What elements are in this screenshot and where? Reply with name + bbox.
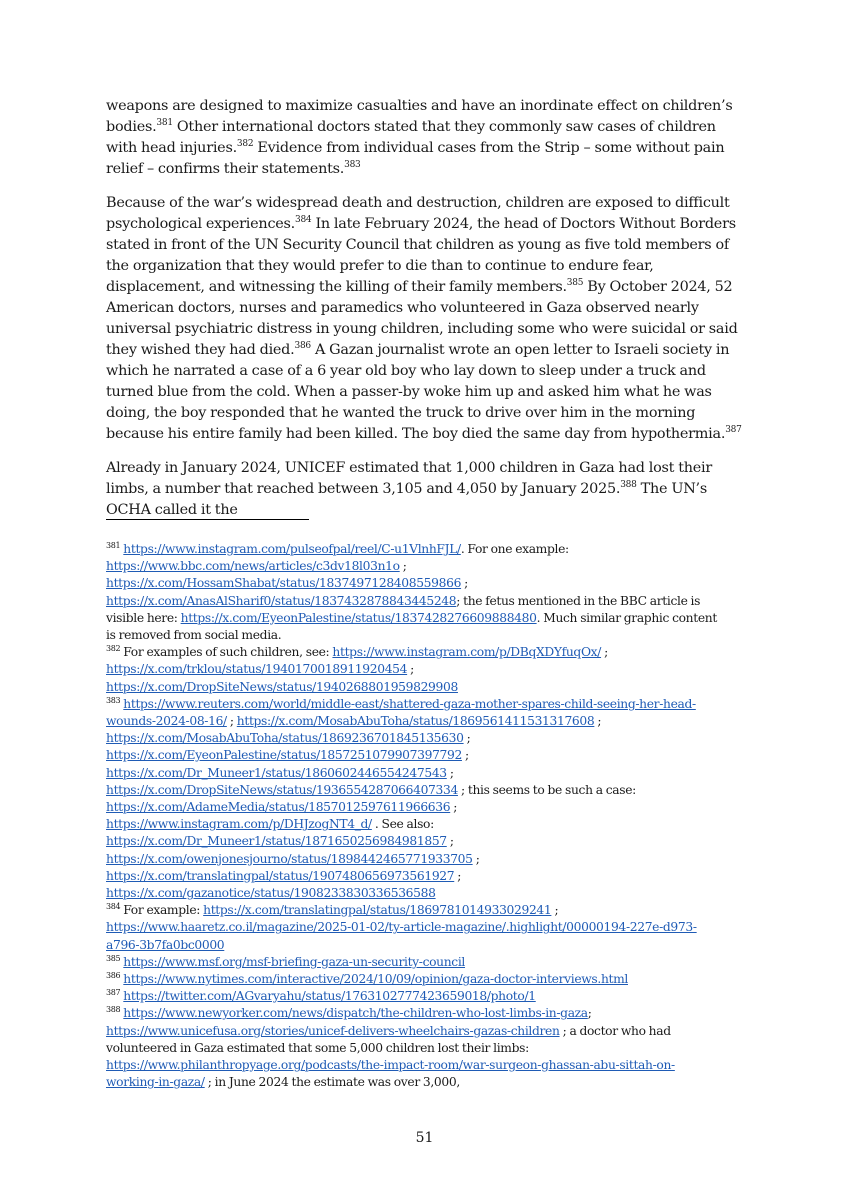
footnote-line — [106, 661, 746, 678]
footnote-marker: 383 — [106, 695, 121, 705]
footnote-line — [106, 1057, 746, 1074]
text-run: is removed from social media. — [106, 628, 282, 643]
reference-link[interactable]: https://www.instagram.com/pulseofpal/reel/C-u1VlnhFJL/ — [123, 542, 461, 556]
footnotes — [106, 541, 746, 1092]
footnote-line — [106, 919, 746, 936]
footnote-line — [106, 627, 746, 644]
reference-link[interactable]: https://www.reuters.com/world/middle-east/shattered-gaza-mother-spares-child-seeing-her-head- — [123, 696, 696, 711]
footnote-line — [106, 730, 746, 747]
reference-link[interactable]: https://www.nytimes.com/interactive/2024/10/09/opinion/gaza-doctor-interviews.html — [123, 972, 628, 987]
text-run: Already in January 2024, UNICEF estimated that 1,000 children in Gaza had lost their limbs, a number that reached between 3,105 and 4,050 by January 2025. — [106, 460, 713, 497]
reference-link[interactable]: wounds-2024-08-16/ — [106, 714, 227, 729]
reference-link[interactable]: https://www.newyorker.com/news/dispatch/the-children-who-lost-limbs-in-gaza — [123, 1006, 588, 1021]
footnote-line — [106, 799, 746, 816]
text-run: For examples of such children, see: — [120, 645, 333, 660]
paragraph — [106, 193, 746, 445]
paragraph — [106, 458, 746, 521]
text-run: ; — [461, 576, 468, 591]
footnote-line — [106, 868, 746, 885]
footnote-line — [106, 937, 746, 954]
reference-link[interactable]: https://x.com/MosabAbuToha/status/1869236701845135630 — [106, 731, 464, 746]
text-run: visible here: — [106, 610, 181, 625]
footnote-marker: 384 — [294, 215, 312, 226]
footnote-separator — [106, 519, 309, 520]
reference-link[interactable]: https://x.com/DropSiteNews/status/1936554287066407334 — [106, 782, 458, 797]
reference-link[interactable]: https://www.unicefusa.org/stories/unicef-delivers-wheelchairs-gazas-children — [106, 1023, 560, 1038]
reference-link[interactable]: https://www.philanthropyage.org/podcasts/the-impact-room/war-surgeon-ghassan-abu-sittah-on- — [106, 1058, 675, 1073]
footnote-line — [106, 593, 746, 610]
footnote-line — [106, 679, 746, 696]
footnote-marker: 388 — [620, 480, 637, 491]
footnote-line — [106, 885, 746, 902]
footnote-marker: 387 — [106, 988, 121, 998]
text-run: ; — [594, 714, 602, 729]
reference-link[interactable]: https://x.com/AdameMedia/status/1857012597611966636 — [106, 800, 451, 815]
text-run: ; — [446, 765, 454, 780]
footnote-line — [106, 644, 746, 661]
text-run: ; — [446, 834, 454, 849]
footnote-marker: 385 — [566, 278, 584, 289]
footnote-marker: 382 — [236, 139, 254, 150]
text-run: ; — [587, 1006, 592, 1021]
text-run: Because of the war’s widespread death and destruction, children are exposed to difficult psychological experiences. — [106, 195, 730, 232]
page-number: 51 — [415, 1130, 434, 1146]
footnote-marker: 383 — [344, 160, 361, 171]
footnote-line — [106, 558, 746, 575]
footnote-line — [106, 575, 746, 592]
reference-link[interactable]: https://x.com/Dr_Muneer1/status/1871650256984981857 — [106, 834, 447, 849]
text-run: volunteered in Gaza estimated that some 5,000 children lost their limbs: — [106, 1040, 529, 1055]
text-run: Other international doctors stated that they commonly saw cases of children with head injuries. — [106, 119, 716, 156]
footnote-line — [106, 1074, 746, 1091]
footnote-line — [106, 1005, 746, 1022]
footnote-line — [106, 696, 746, 713]
footnote-line — [106, 713, 746, 730]
footnote-line — [106, 1040, 746, 1057]
text-run: By October 2024, 52 American doctors, nurses and paramedics who volunteered in Gaza observed nearly universal psychiatric distress in young children, including some who were suicidal or said they wished they had died. — [106, 279, 738, 358]
reference-link[interactable]: working-in-gaza/ — [106, 1075, 205, 1090]
footnote-line — [106, 954, 746, 971]
text-run: ; — [226, 714, 237, 729]
footnote-line — [106, 851, 746, 868]
footnote-marker: 385 — [106, 953, 121, 963]
text-run: ; a doctor who had — [559, 1023, 671, 1038]
text-run: . For one example: — [460, 542, 569, 556]
footnote-marker: 388 — [106, 1005, 121, 1015]
footnote-marker: 382 — [106, 644, 121, 654]
footnote-marker: 386 — [294, 341, 311, 352]
reference-link[interactable]: https://x.com/owenjonesjourno/status/1898442465771933705 — [106, 851, 473, 866]
text-run: ; in June 2024 the estimate was over 3,000, — [204, 1075, 460, 1090]
text-run: ; — [399, 559, 407, 574]
footnote-line — [106, 816, 746, 833]
reference-link[interactable]: https://twitter.com/AGvaryahu/status/1763102777423659018/photo/1 — [123, 989, 536, 1004]
text-run: ; the fetus mentioned in the BBC article is — [456, 593, 701, 608]
body-text — [106, 96, 746, 534]
reference-link[interactable]: https://x.com/EyeonPalestine/status/1857251079907397792 — [106, 748, 462, 763]
text-run: . See also: — [371, 817, 434, 832]
text-run: . Much similar graphic content — [536, 610, 717, 625]
text-run: Evidence from individual cases from the Strip – some without pain relief – confirms their statements. — [106, 140, 725, 177]
reference-link[interactable]: https://x.com/translatingpal/status/1907480656973561927 — [106, 868, 455, 883]
text-run: The UN’s OCHA called it the — [106, 481, 708, 518]
text-run: weapons are designed to maximize casualties and have an inordinate effect on children’s bodies. — [106, 98, 733, 135]
reference-link[interactable]: https://www.haaretz.co.il/magazine/2025-01-02/ty-article-magazine/.highlight/00000194-227e-d973- — [106, 920, 697, 935]
reference-link[interactable]: https://x.com/AnasAlSharif0/status/1837432878843445248 — [106, 593, 457, 608]
text-run: ; this seems to be such a case: — [457, 782, 636, 797]
text-run: ; — [463, 731, 471, 746]
reference-link[interactable]: https://www.msf.org/msf-briefing-gaza-un-security-council — [123, 954, 466, 969]
reference-link[interactable]: https://x.com/HossamShabat/status/1837497128408559866 — [106, 576, 462, 591]
reference-link[interactable]: https://x.com/gazanotice/status/1908233830336536588 — [106, 886, 436, 901]
text-run: ; — [454, 868, 462, 883]
reference-link[interactable]: https://x.com/translatingpal/status/1869781014933029241 — [203, 903, 552, 918]
text-run: In late February 2024, the head of Doctors Without Borders stated in front of the UN Security Council that children as young as five told members of the organization that they would prefer to die than to continue to endure fear, displacement, and witnessing the killing of their family members. — [106, 216, 736, 295]
text-run: ; — [601, 645, 608, 660]
paragraph — [106, 96, 746, 180]
footnote-marker: 381 — [106, 540, 121, 550]
reference-link[interactable]: https://x.com/DropSiteNews/status/1940268801959829908 — [106, 679, 458, 694]
footnote-line — [106, 610, 746, 627]
reference-link[interactable]: https://www.bbc.com/news/articles/c3dv18l03n1o — [106, 559, 400, 574]
footnote-marker: 381 — [156, 118, 173, 129]
footnote-line — [106, 782, 746, 799]
footnote-line — [106, 541, 746, 558]
footnote-marker: 386 — [106, 970, 121, 980]
text-run: ; — [461, 748, 469, 763]
reference-link[interactable]: https://x.com/trklou/status/1940170018911920454 — [106, 662, 408, 677]
text-run: For example: — [120, 903, 204, 918]
footnote-marker: 384 — [106, 902, 121, 912]
text-run: ; — [450, 800, 458, 815]
reference-link[interactable]: a796-3b7fa0bc0000 — [106, 937, 225, 952]
footnote-marker: 387 — [725, 425, 742, 436]
footnote-line — [106, 971, 746, 988]
reference-link[interactable]: https://x.com/MosabAbuToha/status/1869561411531317608 — [236, 714, 595, 729]
footnote-line — [106, 988, 746, 1005]
reference-link[interactable]: https://www.instagram.com/p/DHJzogNT4_d/ — [106, 817, 372, 832]
text-run: A Gazan journalist wrote an open letter to Israeli society in which he narrated a case of a 6 year old boy who lay down to sleep under a truck and turned blue from the cold. When a passer-by woke him up and asked him what he was doing, the boy responded that he wanted the truck to drive over him in the morning because his entire family had been killed. The boy died the same day from hypothermia. — [106, 342, 730, 442]
footnote-line — [106, 902, 746, 919]
footnote-line — [106, 1023, 746, 1040]
text-run: ; — [407, 662, 414, 677]
footnote-line — [106, 747, 746, 764]
reference-link[interactable]: https://x.com/Dr_Muneer1/status/1860602446554247543 — [106, 765, 447, 780]
footnote-line — [106, 765, 746, 782]
text-run: ; — [472, 851, 480, 866]
text-run: ; — [551, 903, 559, 918]
reference-link[interactable]: https://x.com/EyeonPalestine/status/1837428276609888480 — [180, 610, 537, 625]
footnote-line — [106, 833, 746, 850]
reference-link[interactable]: https://www.instagram.com/p/DBqXDYfuqOx/ — [332, 645, 602, 660]
